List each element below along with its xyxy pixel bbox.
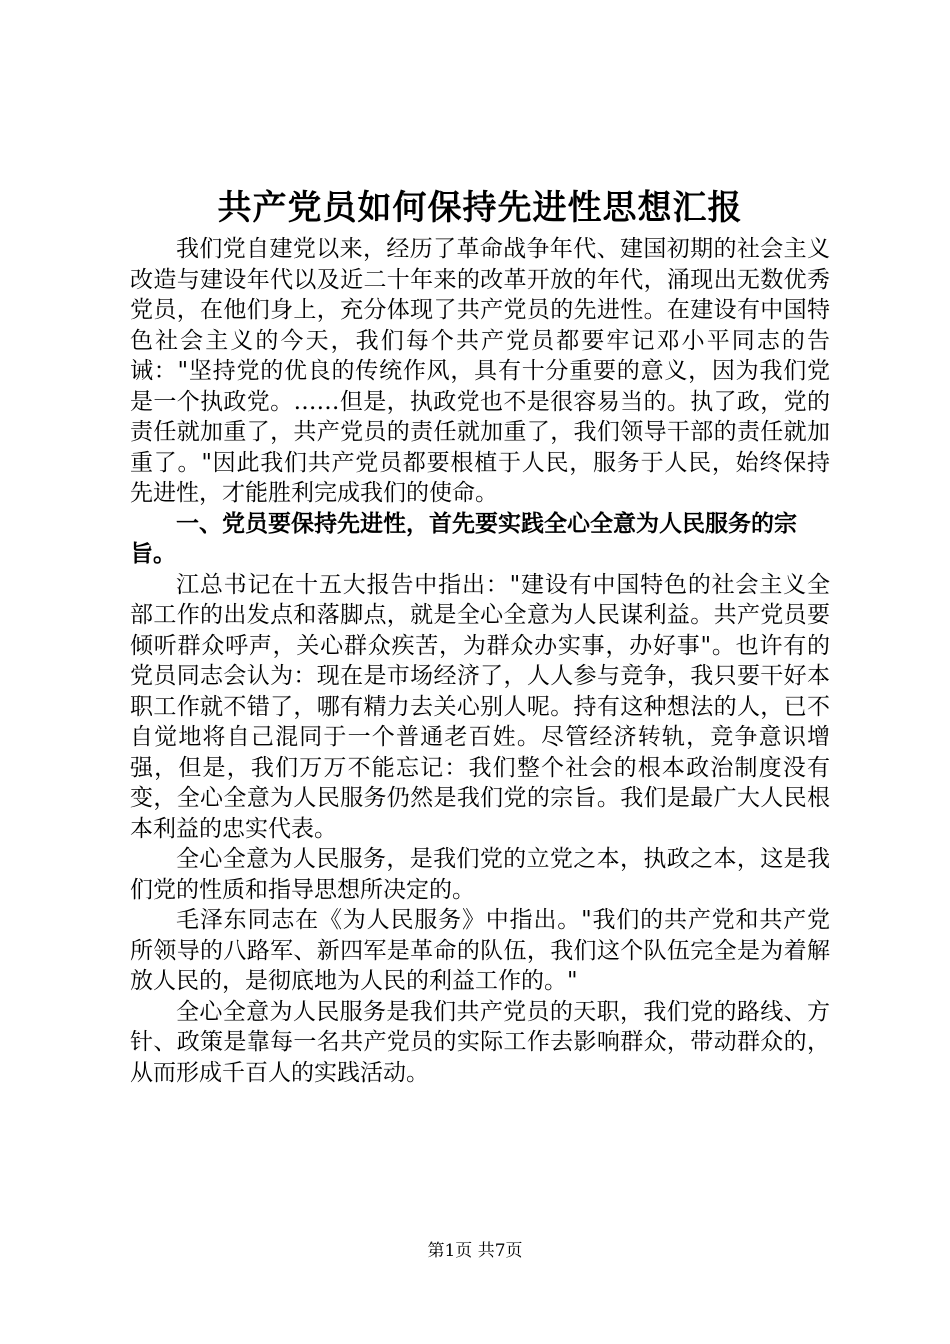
document-page [130,186,830,1088]
body-paragraph-quote-mao: 毛泽东同志在《为人民服务》中指出。"我们的共产党和共产党所领导的八路军、新四军是革命的队伍，我们这个队伍完全是为着解放人民的，是彻底地为人民的利益工作的。" [130,907,830,994]
section-heading-1: 一、党员要保持先进性，首先要实践全心全意为人民服务的宗旨。 [130,510,797,567]
document-title: 共产党员如何保持先进性思想汇报 [217,188,743,228]
body-paragraph-quote-jiang: 江总书记在十五大报告中指出："建设有中国特色的社会主义全部工作的出发点和落脚点，就是全心全意为人民谋利益。共产党员要倾听群众呼声，关心群众疾苦，为群众办实事，办好事"。也许有的党员同志会认为：现在是市场经济了，人人参与竞争，我只要干好本职工作就不错了，哪有精力去关心别人呢。持有这种想法的人，已不自觉地将自己混同于一个普通老百姓。尽管经济转轨，竞争意识增强，但是，我们万万不能忘记：我们整个社会的根本政治制度没有变，全心全意为人民服务仍然是我们党的宗旨。我们是最广大人民根本利益的忠实代表。 [130,571,830,842]
body-paragraph-foundation: 全心全意为人民服务，是我们党的立党之本，执政之本，这是我们党的性质和指导思想所决定的。 [130,846,830,903]
body-paragraph-duty: 全心全意为人民服务是我们共产党员的天职，我们党的路线、方针、政策是靠每一名共产党员的实际工作去影响群众，带动群众的，从而形成千百人的实践活动。 [130,998,830,1086]
page-number-footer: 第1页 共7页 [427,1241,523,1261]
intro-paragraph: 我们党自建党以来，经历了革命战争年代、建国初期的社会主义改造与建设年代以及近二十年来的改革开放的年代，涌现出无数优秀党员，在他们身上，充分体现了共产党员的先进性。在建设有中国特色社会主义的今天，我们每个共产党员都要牢记邓小平同志的告诫："坚持党的优良的传统作风，具有十分重要的意义，因为我们党是一个执政党。……但是，执政党也不是很容易当的。执了政，党的责任就加重了，共产党员的责任就加重了，我们领导干部的责任就加重了。"因此我们共产党员都要根植于人民，服务于人民，始终保持先进性，才能胜利完成我们的使命。 [130,236,830,506]
